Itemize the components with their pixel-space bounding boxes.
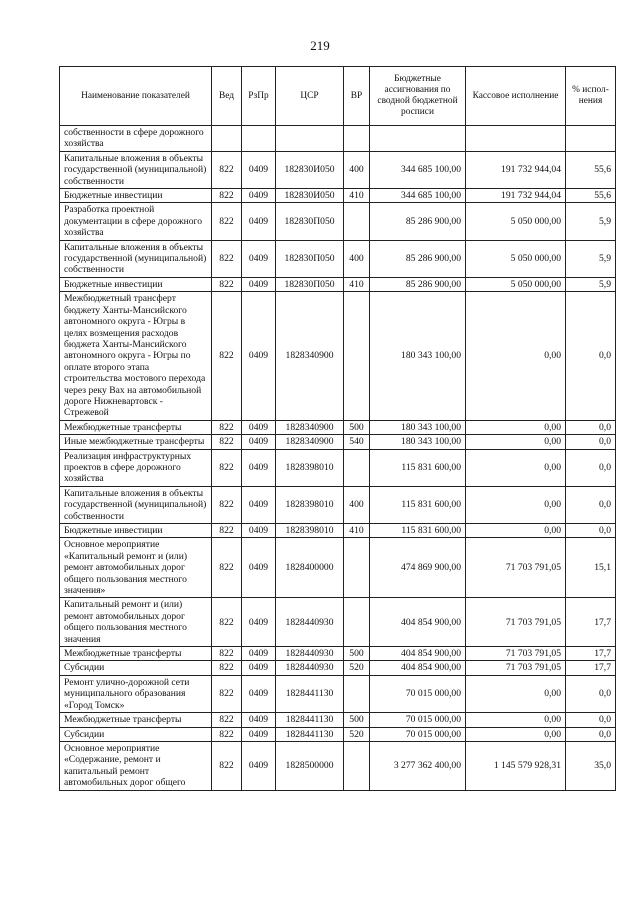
cell-assign: 70 015 000,00 <box>370 675 466 712</box>
cell-pct: 0,0 <box>566 292 616 420</box>
cell-cash: 71 703 791,05 <box>466 661 566 675</box>
cell-cash: 0,00 <box>466 675 566 712</box>
cell-rzpr: 0409 <box>242 661 276 675</box>
table-row <box>60 486 616 523</box>
table-body <box>60 126 616 791</box>
cell-csr: 182830П050 <box>276 277 344 291</box>
table-row <box>60 661 616 675</box>
cell-cash: 0,00 <box>466 713 566 727</box>
cell-rzpr: 0409 <box>242 420 276 434</box>
cell-ved: 822 <box>212 292 242 420</box>
cell-pct: 55,6 <box>566 189 616 203</box>
cell-vr <box>344 203 370 240</box>
cell-cash: 0,00 <box>466 435 566 449</box>
col-header-assignments: Бюджетные ассигнования по сводной бюджетной росписи <box>370 67 466 126</box>
cell-assign: 70 015 000,00 <box>370 713 466 727</box>
cell-name: собственности в сфере дорожного хозяйства <box>60 126 212 152</box>
cell-rzpr <box>242 126 276 152</box>
table-row <box>60 727 616 741</box>
cell-rzpr: 0409 <box>242 741 276 790</box>
cell-vr <box>344 126 370 152</box>
cell-csr: 1828398010 <box>276 524 344 538</box>
table-row <box>60 647 616 661</box>
cell-assign: 115 831 600,00 <box>370 524 466 538</box>
cell-ved: 822 <box>212 661 242 675</box>
budget-table <box>59 66 616 791</box>
cell-csr: 1828441130 <box>276 675 344 712</box>
cell-csr: 1828500000 <box>276 741 344 790</box>
cell-vr <box>344 598 370 647</box>
cell-ved: 822 <box>212 151 242 188</box>
cell-cash: 71 703 791,05 <box>466 598 566 647</box>
cell-csr: 182830П050 <box>276 203 344 240</box>
table-row <box>60 435 616 449</box>
cell-csr: 1828440930 <box>276 647 344 661</box>
cell-ved: 822 <box>212 203 242 240</box>
cell-csr: 182830И050 <box>276 189 344 203</box>
cell-assign: 180 343 100,00 <box>370 435 466 449</box>
cell-pct: 5,9 <box>566 277 616 291</box>
cell-name: Межбюджетные трансферты <box>60 420 212 434</box>
cell-vr <box>344 449 370 486</box>
cell-vr <box>344 675 370 712</box>
cell-cash: 5 050 000,00 <box>466 277 566 291</box>
cell-vr: 540 <box>344 435 370 449</box>
page-number: 219 <box>310 38 330 53</box>
table-row <box>60 713 616 727</box>
cell-pct: 0,0 <box>566 449 616 486</box>
cell-ved: 822 <box>212 486 242 523</box>
cell-rzpr: 0409 <box>242 151 276 188</box>
cell-name: Субсидии <box>60 727 212 741</box>
cell-pct: 0,0 <box>566 420 616 434</box>
table-row <box>60 151 616 188</box>
cell-cash: 0,00 <box>466 292 566 420</box>
cell-assign: 404 854 900,00 <box>370 661 466 675</box>
cell-vr: 500 <box>344 713 370 727</box>
cell-ved: 822 <box>212 675 242 712</box>
cell-pct: 0,0 <box>566 675 616 712</box>
cell-ved <box>212 126 242 152</box>
cell-rzpr: 0409 <box>242 524 276 538</box>
cell-ved: 822 <box>212 713 242 727</box>
cell-name: Межбюджетные трансферты <box>60 713 212 727</box>
cell-pct: 0,0 <box>566 486 616 523</box>
cell-cash: 0,00 <box>466 420 566 434</box>
cell-pct: 5,9 <box>566 203 616 240</box>
col-header-cash: Кассовое исполнение <box>466 67 566 126</box>
cell-rzpr: 0409 <box>242 675 276 712</box>
cell-ved: 822 <box>212 598 242 647</box>
cell-vr <box>344 292 370 420</box>
cell-pct: 0,0 <box>566 713 616 727</box>
cell-assign: 115 831 600,00 <box>370 486 466 523</box>
col-header-rzpr: РзПр <box>242 67 276 126</box>
table-row <box>60 524 616 538</box>
cell-name: Реализация инфраструктурных проектов в сфере дорожного хозяйства <box>60 449 212 486</box>
cell-assign: 115 831 600,00 <box>370 449 466 486</box>
table-row <box>60 449 616 486</box>
cell-ved: 822 <box>212 420 242 434</box>
cell-cash: 0,00 <box>466 449 566 486</box>
cell-name: Капитальные вложения в объекты государственной (муниципальной) собственности <box>60 486 212 523</box>
cell-name: Субсидии <box>60 661 212 675</box>
cell-cash: 71 703 791,05 <box>466 647 566 661</box>
cell-vr <box>344 741 370 790</box>
cell-csr: 1828440930 <box>276 598 344 647</box>
cell-ved: 822 <box>212 524 242 538</box>
cell-csr: 1828400000 <box>276 538 344 598</box>
cell-rzpr: 0409 <box>242 277 276 291</box>
cell-pct: 17,7 <box>566 598 616 647</box>
cell-csr: 1828441130 <box>276 713 344 727</box>
cell-vr: 520 <box>344 661 370 675</box>
col-header-name: Наименование показателей <box>60 67 212 126</box>
cell-assign: 3 277 362 400,00 <box>370 741 466 790</box>
cell-vr: 410 <box>344 277 370 291</box>
cell-rzpr: 0409 <box>242 647 276 661</box>
cell-assign: 404 854 900,00 <box>370 598 466 647</box>
cell-vr: 400 <box>344 151 370 188</box>
cell-cash: 1 145 579 928,31 <box>466 741 566 790</box>
cell-ved: 822 <box>212 449 242 486</box>
cell-assign: 474 869 900,00 <box>370 538 466 598</box>
cell-cash: 5 050 000,00 <box>466 240 566 277</box>
cell-cash: 191 732 944,04 <box>466 189 566 203</box>
cell-pct: 55,6 <box>566 151 616 188</box>
cell-rzpr: 0409 <box>242 727 276 741</box>
cell-name: Ремонт улично-дорожной сети муниципального образования «Город Томск» <box>60 675 212 712</box>
cell-assign: 180 343 100,00 <box>370 420 466 434</box>
cell-vr: 500 <box>344 647 370 661</box>
cell-rzpr: 0409 <box>242 713 276 727</box>
table-row <box>60 420 616 434</box>
cell-csr: 1828340900 <box>276 435 344 449</box>
cell-name: Межбюджетный трансферт бюджету Ханты-Мансийского автономного округа - Югры в целях возмещения расходов бюджета Ханты-Мансийского автономного округа - Югры по оплате второго этапа строительства мостового перехода через реку Вах на автомобильной дороге Нижневартовск - Стрежевой <box>60 292 212 420</box>
col-header-percent: % испол-нения <box>566 67 616 126</box>
cell-name: Основное мероприятие «Капитальный ремонт и (или) ремонт автомобильных дорог общего пользования местного значения» <box>60 538 212 598</box>
cell-csr: 1828440930 <box>276 661 344 675</box>
cell-rzpr: 0409 <box>242 449 276 486</box>
cell-name: Разработка проектной документации в сфере дорожного хозяйства <box>60 203 212 240</box>
cell-ved: 822 <box>212 435 242 449</box>
cell-vr: 410 <box>344 524 370 538</box>
table-row <box>60 240 616 277</box>
cell-rzpr: 0409 <box>242 189 276 203</box>
table-row <box>60 741 616 790</box>
cell-ved: 822 <box>212 189 242 203</box>
cell-name: Капитальные вложения в объекты государственной (муниципальной) собственности <box>60 151 212 188</box>
cell-vr: 400 <box>344 486 370 523</box>
cell-rzpr: 0409 <box>242 538 276 598</box>
cell-csr: 182830И050 <box>276 151 344 188</box>
cell-name: Капитальные вложения в объекты государственной (муниципальной) собственности <box>60 240 212 277</box>
cell-name: Межбюджетные трансферты <box>60 647 212 661</box>
cell-rzpr: 0409 <box>242 486 276 523</box>
cell-rzpr: 0409 <box>242 598 276 647</box>
cell-cash: 5 050 000,00 <box>466 203 566 240</box>
cell-csr: 1828340900 <box>276 420 344 434</box>
col-header-ved: Вед <box>212 67 242 126</box>
cell-rzpr: 0409 <box>242 292 276 420</box>
cell-assign: 85 286 900,00 <box>370 203 466 240</box>
cell-ved: 822 <box>212 277 242 291</box>
cell-vr: 520 <box>344 727 370 741</box>
cell-pct: 0,0 <box>566 435 616 449</box>
cell-rzpr: 0409 <box>242 203 276 240</box>
cell-csr: 1828398010 <box>276 486 344 523</box>
cell-ved: 822 <box>212 727 242 741</box>
cell-ved: 822 <box>212 647 242 661</box>
table-row <box>60 126 616 152</box>
table-row <box>60 277 616 291</box>
cell-assign: 180 343 100,00 <box>370 292 466 420</box>
cell-name: Бюджетные инвестиции <box>60 524 212 538</box>
cell-pct: 5,9 <box>566 240 616 277</box>
cell-cash: 0,00 <box>466 524 566 538</box>
cell-name: Бюджетные инвестиции <box>60 189 212 203</box>
table-row <box>60 538 616 598</box>
table-row <box>60 292 616 420</box>
cell-pct: 17,7 <box>566 661 616 675</box>
cell-assign: 344 685 100,00 <box>370 189 466 203</box>
cell-csr: 1828398010 <box>276 449 344 486</box>
cell-assign: 85 286 900,00 <box>370 240 466 277</box>
cell-name: Основное мероприятие «Содержание, ремонт и капитальный ремонт автомобильных дорог общего <box>60 741 212 790</box>
cell-cash <box>466 126 566 152</box>
cell-assign: 344 685 100,00 <box>370 151 466 188</box>
cell-vr: 500 <box>344 420 370 434</box>
table-row <box>60 598 616 647</box>
cell-pct: 0,0 <box>566 727 616 741</box>
cell-ved: 822 <box>212 240 242 277</box>
cell-ved: 822 <box>212 538 242 598</box>
table-row <box>60 675 616 712</box>
col-header-csr: ЦСР <box>276 67 344 126</box>
cell-assign: 85 286 900,00 <box>370 277 466 291</box>
cell-csr: 1828340900 <box>276 292 344 420</box>
cell-csr: 1828441130 <box>276 727 344 741</box>
cell-cash: 0,00 <box>466 727 566 741</box>
cell-assign: 70 015 000,00 <box>370 727 466 741</box>
cell-name: Иные межбюджетные трансферты <box>60 435 212 449</box>
cell-pct <box>566 126 616 152</box>
cell-pct: 15,1 <box>566 538 616 598</box>
cell-csr: 182830П050 <box>276 240 344 277</box>
cell-cash: 71 703 791,05 <box>466 538 566 598</box>
cell-csr <box>276 126 344 152</box>
cell-ved: 822 <box>212 741 242 790</box>
cell-rzpr: 0409 <box>242 240 276 277</box>
cell-name: Бюджетные инвестиции <box>60 277 212 291</box>
table-row <box>60 189 616 203</box>
cell-pct: 0,0 <box>566 524 616 538</box>
table-header-row <box>60 67 616 126</box>
cell-vr <box>344 538 370 598</box>
cell-vr: 400 <box>344 240 370 277</box>
cell-cash: 0,00 <box>466 486 566 523</box>
cell-cash: 191 732 944,04 <box>466 151 566 188</box>
cell-vr: 410 <box>344 189 370 203</box>
cell-pct: 17,7 <box>566 647 616 661</box>
cell-name: Капитальный ремонт и (или) ремонт автомобильных дорог общего пользования местного значения <box>60 598 212 647</box>
cell-assign: 404 854 900,00 <box>370 647 466 661</box>
cell-pct: 35,0 <box>566 741 616 790</box>
cell-assign <box>370 126 466 152</box>
col-header-vr: ВР <box>344 67 370 126</box>
table-row <box>60 203 616 240</box>
cell-rzpr: 0409 <box>242 435 276 449</box>
